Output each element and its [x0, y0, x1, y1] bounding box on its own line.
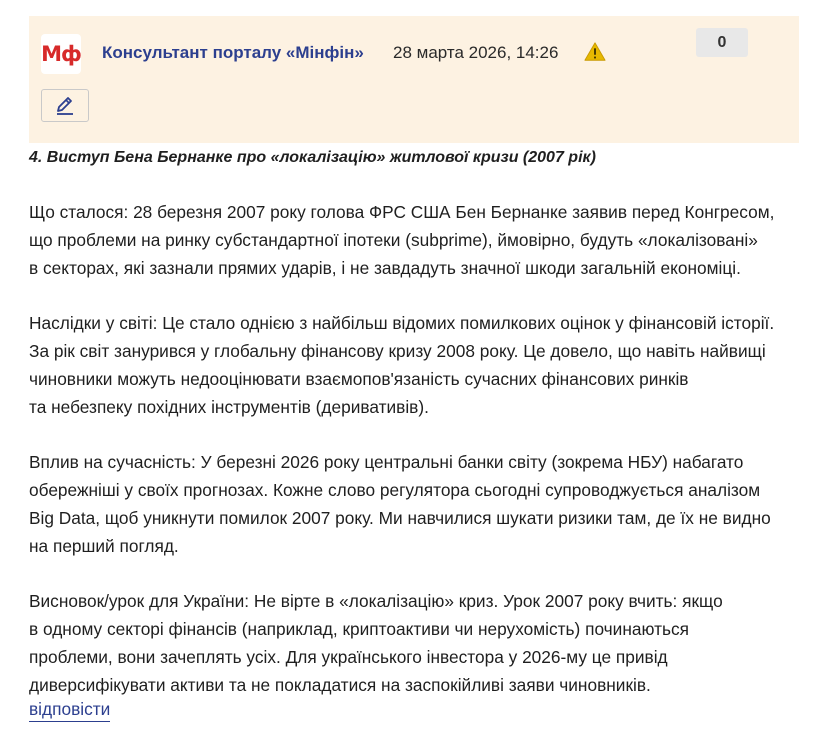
comment-header	[29, 16, 799, 143]
text-line: та небезпеку похідних інструментів (деривативів).	[29, 397, 429, 417]
text-line: Наслідки у світі: Це стало однією з найбільш відомих помилкових оцінок у фінансовій історії.	[29, 313, 775, 333]
section-heading: 4. Виступ Бена Бернанке про «локалізацію» житлової кризи (2007 рік)	[29, 149, 596, 166]
paragraph-modern-impact	[29, 448, 809, 560]
text-line: в секторах, які зазнали прямих ударів, і не завдадуть значної шкоди загальній економіці.	[29, 258, 741, 278]
text-line: Вплив на сучасність: У березні 2026 року центральні банки світу (зокрема НБУ) набагато	[29, 452, 744, 472]
pencil-icon	[54, 96, 76, 116]
vote-count-badge[interactable]: 0	[696, 28, 748, 57]
text-line: За рік світ занурився у глобальну фінансову кризу 2008 року. Це довело, що навіть найвищі	[29, 341, 766, 361]
avatar[interactable]: Мф	[41, 34, 81, 74]
paragraph-what-happened	[29, 198, 809, 282]
text-line: що проблеми на ринку субстандартної іпотеки (subprime), ймовірно, будуть «локалізовані»	[29, 230, 758, 250]
text-line: чиновники можуть недооцінювати взаємопов'язаність сучасних фінансових ринків	[29, 369, 689, 389]
text-line: Висновок/урок для України: Не вірте в «локалізацію» криз. Урок 2007 року вчить: якщо	[29, 591, 723, 611]
warning-icon[interactable]	[584, 41, 606, 63]
text-line: Що сталося: 28 березня 2007 року голова ФРС США Бен Бернанке заявив перед Конгресом,	[29, 202, 775, 222]
author-name[interactable]: Консультант порталу «Мінфін»	[102, 43, 364, 62]
reply-link[interactable]: відповісти	[29, 697, 110, 722]
paragraph-consequences	[29, 309, 809, 421]
comment-timestamp: 28 марта 2026, 14:26	[393, 43, 559, 62]
edit-button[interactable]	[41, 89, 89, 122]
text-line: на перший погляд.	[29, 536, 179, 556]
comment-body	[29, 145, 809, 699]
text-line: проблеми, вони зачеплять усіх. Для українського інвестора у 2026-му це привід	[29, 647, 668, 667]
paragraph-conclusion	[29, 587, 809, 699]
text-line: диверсифікувати активи та не покладатися на заспокійливі заяви чиновників.	[29, 675, 651, 695]
text-line: обережніші у своїх прогнозах. Кожне слово регулятора сьогодні супроводжується аналізом	[29, 480, 761, 500]
text-line: в одному секторі фінансів (наприклад, криптоактиви чи нерухомість) починаються	[29, 619, 689, 639]
text-line: Big Data, щоб уникнути помилок 2007 року. Ми навчилися шукати ризики там, де їх не видно	[29, 508, 771, 528]
